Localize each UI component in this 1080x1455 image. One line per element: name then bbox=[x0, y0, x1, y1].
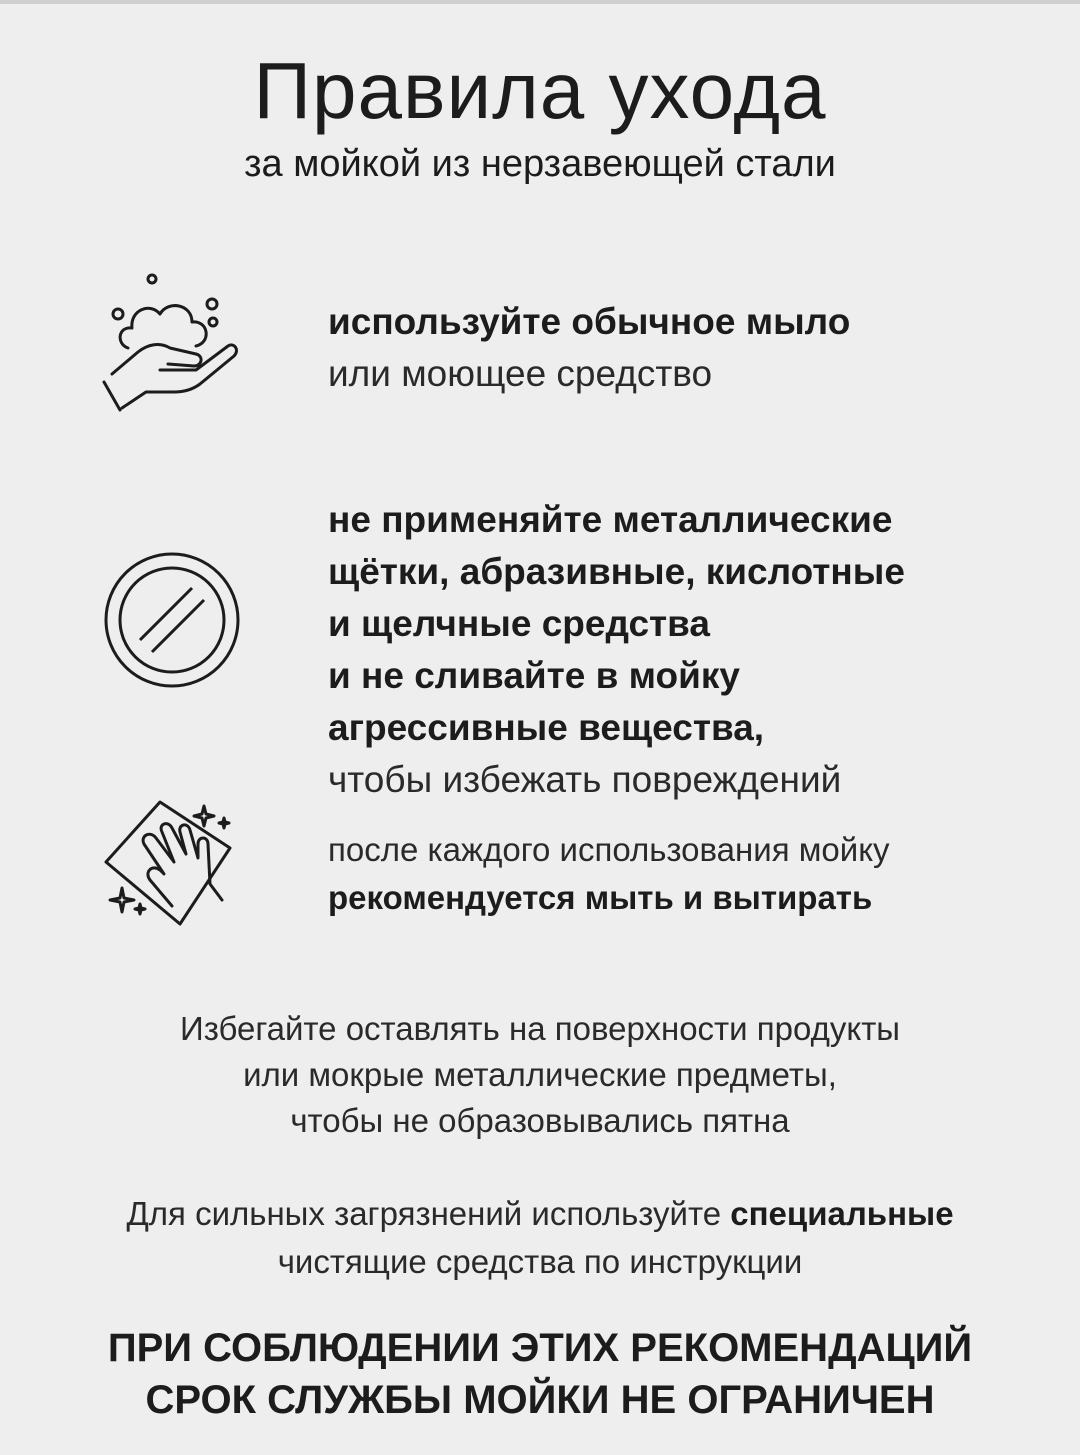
item-prohibit-line-6: чтобы избежать повреждений bbox=[328, 759, 842, 800]
page-subtitle: за мойкой из нерзавеющей стали bbox=[244, 143, 836, 185]
prohibited-icon bbox=[100, 548, 245, 693]
stains-note-line-2: или мокрые металлические предметы, bbox=[243, 1056, 837, 1093]
stains-note bbox=[0, 1006, 1080, 1144]
heavy-dirt-line-1-bold: специальные bbox=[730, 1195, 954, 1232]
stains-note-line-3: чтобы не образовывались пятна bbox=[290, 1102, 790, 1139]
item-wipe-line-2: рекомендуется мыть и вытирать bbox=[328, 879, 873, 916]
page-title: Правила ухода bbox=[253, 46, 827, 135]
wiping-hand-icon bbox=[100, 796, 250, 931]
item-prohibit-line-3: и щелчные средства bbox=[328, 603, 710, 644]
item-prohibit-line-4: и не сливайте в мойку bbox=[328, 655, 740, 696]
item-prohibit-line-1: не применяйте металлические bbox=[328, 499, 893, 540]
item-soap-text bbox=[328, 296, 850, 400]
item-wipe-text bbox=[328, 826, 890, 922]
heavy-dirt-line-1-light: Для сильных загрязнений используйте bbox=[126, 1195, 731, 1232]
top-border bbox=[0, 0, 1080, 4]
stains-note-line-1: Избегайте оставлять на поверхности продукты bbox=[179, 1010, 901, 1047]
footer-line-1: ПРИ СОБЛЮДЕНИИ ЭТИХ РЕКОМЕНДАЦИЙ bbox=[107, 1326, 973, 1370]
footer-conclusion bbox=[0, 1322, 1080, 1426]
heavy-dirt-line-2: чистящие средства по инструкции bbox=[277, 1243, 803, 1280]
item-prohibit-line-2: щётки, абразивные, кислотные bbox=[328, 551, 905, 592]
footer-line-2: СРОК СЛУЖБЫ МОЙКИ НЕ ОГРАНИЧЕН bbox=[145, 1378, 935, 1422]
heavy-dirt-line-1 bbox=[0, 1190, 1080, 1238]
item-prohibit-line-5: агрессивные вещества, bbox=[328, 707, 765, 748]
item-prohibit-text bbox=[328, 494, 905, 806]
item-wipe-line-1: после каждого использования мойку bbox=[328, 831, 890, 868]
item-soap-line-2: или моющее средство bbox=[328, 353, 713, 394]
heavy-dirt-note bbox=[0, 1190, 1080, 1286]
hand-soap-icon bbox=[100, 270, 240, 415]
item-soap-line-1: используйте обычное мыло bbox=[328, 301, 851, 342]
